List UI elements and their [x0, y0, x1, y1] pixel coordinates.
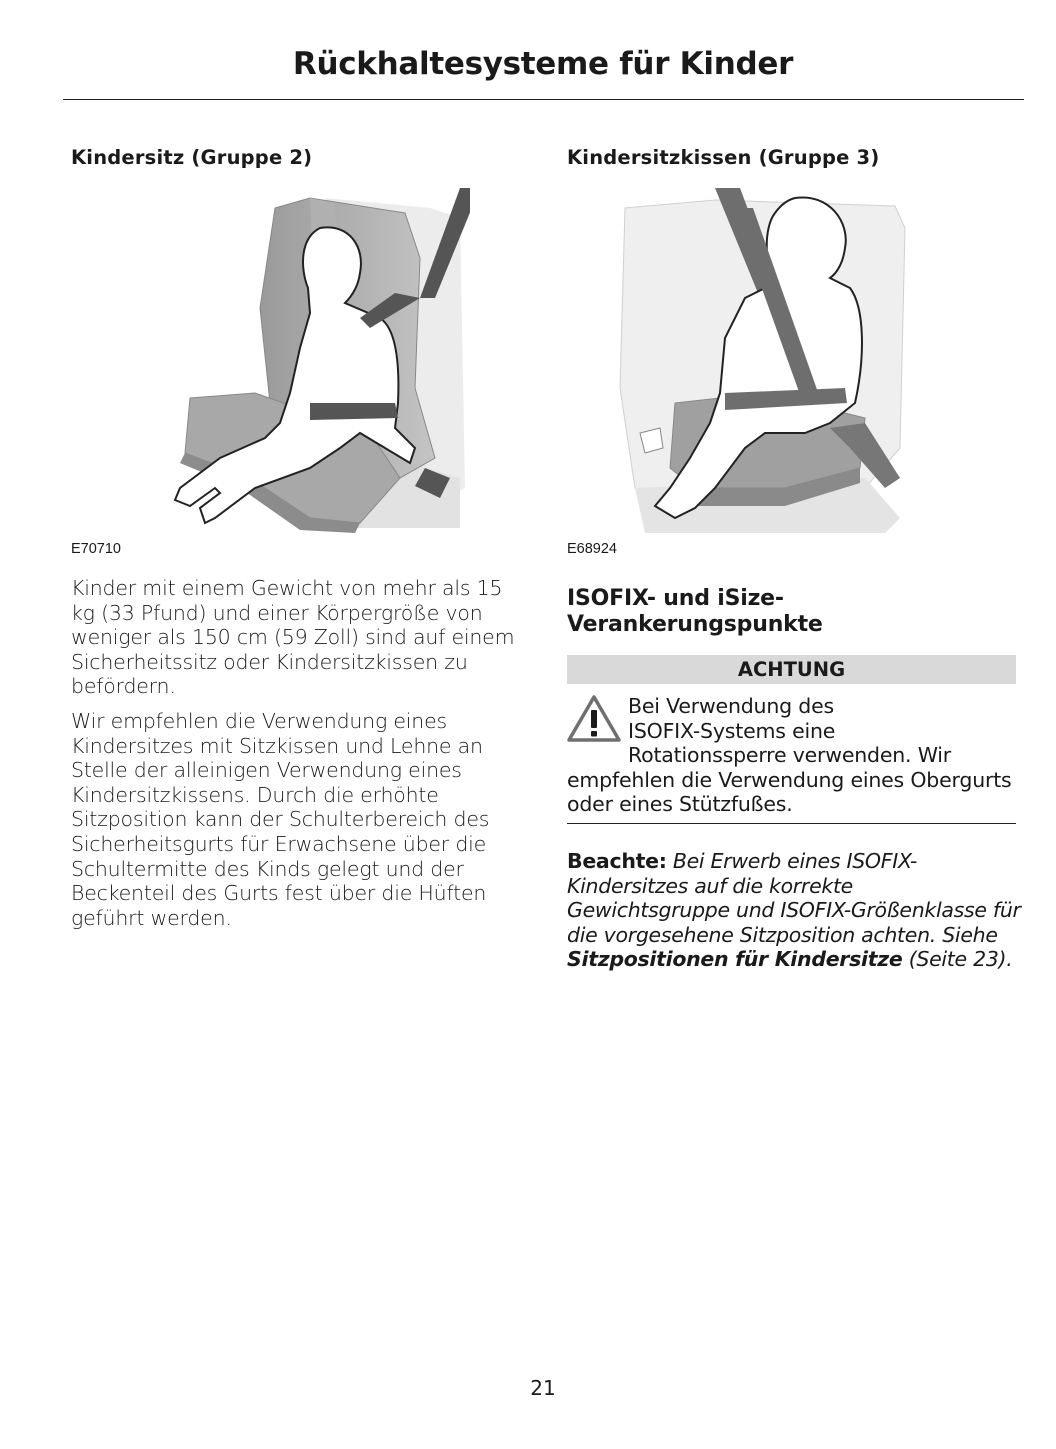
booster-seat-with-back-illustration: [160, 188, 470, 533]
isofix-section-title: [567, 586, 823, 638]
warning-line-1: Bei Verwendung des: [628, 694, 834, 718]
warning-divider: [567, 823, 1016, 824]
warning-line-2: ISOFIX-Systems eine: [628, 718, 836, 743]
left-paragraph-2: Wir empfehlen die Verwendung eines Kindersitzes mit Sitzkissen und Lehne an Stelle der alleinigen Verwendung eines Kindersitzkissens. Durch die erhöhte Sitzposition kann der Schulterbereich des Sicherheitsgurts für Erwachsene über die Schultermitte des Kinds gelegt und der Beckenteil des Gurts fest über die Hüften geführt werden.: [71, 708, 490, 930]
left-figure-code: E70710: [71, 541, 121, 557]
warning-rest: empfehlen die Verwendung eines Obergurts oder eines Stützfußes.: [567, 767, 1012, 817]
right-figure-code: E68924: [567, 541, 617, 557]
note-link-sitzpositionen[interactable]: Sitzpositionen für Kindersitze: [567, 947, 903, 972]
isofix-title-line-2: Verankerungspunkte: [567, 612, 823, 637]
left-body-text: [71, 576, 523, 940]
note-paragraph: [567, 849, 1022, 972]
booster-cushion-illustration: [615, 188, 915, 533]
warning-line-3: Rotationssperre verwenden. Wir: [628, 743, 952, 768]
page-title: Rückhaltesysteme für Kinder: [292, 46, 794, 82]
title-divider: [63, 99, 1024, 100]
warning-text: [567, 694, 1016, 817]
note-suffix: (Seite 23).: [908, 947, 1013, 972]
note-label: Beachte:: [567, 849, 667, 873]
note-text: Bei Erwerb eines ISOFIX-Kindersitzes auf die korrekte Gewichtsgruppe und ISOFIX-Größenklasse für die vorgesehene Sitzposition achten. Siehe: [567, 849, 1021, 947]
isofix-title-line-1: ISOFIX- und iSize-: [567, 586, 784, 611]
left-paragraph-1: Kinder mit einem Gewicht von mehr als 15 kg (33 Pfund) und einer Körpergröße von weniger als 150 cm (59 Zoll) sind auf einem Sicherheitssitz oder Kindersitzkissen zu befördern.: [71, 576, 515, 699]
left-heading: Kindersitz (Gruppe 2): [71, 146, 313, 169]
page-number: 21: [530, 1376, 556, 1400]
warning-header: ACHTUNG: [567, 655, 1016, 684]
right-heading: Kindersitzkissen (Gruppe 3): [567, 146, 880, 169]
